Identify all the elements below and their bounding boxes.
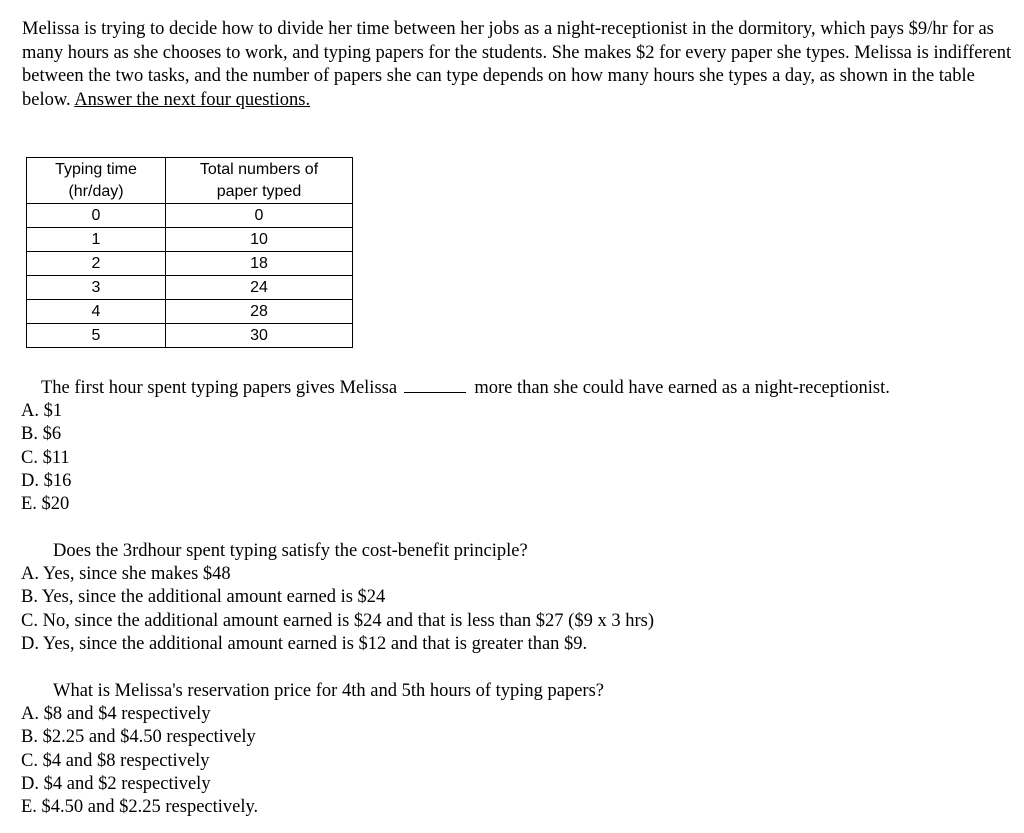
table-row [27,228,353,252]
table-header-row [27,158,353,204]
question-2-option-d[interactable]: D. Yes, since the additional amount earned is $12 and that is greater than $9. [21,633,588,654]
question-1-option-e[interactable]: E. $20 [21,494,70,515]
table-cell-papers: 18 [166,252,353,276]
answer-blank [404,378,466,393]
table-cell-papers: 0 [166,204,353,228]
typing-table [26,157,353,348]
question-1-stem-after: more than she could have earned as a night-receptionist. [474,378,890,398]
question-3-stem: What is Melissa's reservation price for 4th and 5th hours of typing papers? [53,681,604,701]
question-2-stem: Does the 3rdhour spent typing satisfy the cost-benefit principle? [53,541,528,561]
question-3-option-a[interactable]: A. $8 and $4 respectively [21,704,211,725]
table-cell-papers: 30 [166,324,353,348]
table-cell-papers: 10 [166,228,353,252]
table-header-typing-time: Typing time (hr/day) [27,158,166,204]
question-1-stem [21,377,1011,400]
table-cell-hours: 5 [27,324,166,348]
table-row [27,324,353,348]
table-cell-hours: 4 [27,300,166,324]
question-1-option-d[interactable]: D. $16 [21,470,72,491]
table-cell-hours: 0 [27,204,166,228]
table-row [27,252,353,276]
question-2-option-c[interactable]: C. No, since the additional amount earned is $24 and that is less than $27 ($9 x 3 hrs) [21,610,654,631]
question-1-option-a[interactable]: A. $1 [21,401,63,422]
question-3-option-e[interactable]: E. $4.50 and $2.25 respectively. [21,797,259,818]
table-cell-hours: 2 [27,252,166,276]
question-1-option-b[interactable]: B. $6 [21,424,62,445]
intro-text: Melissa is trying to decide how to divide her time between her jobs as a night-receptionist in the dormitory, which pays $9/hr for as many hours as she chooses to work, and typing papers for the students. She makes $2 for every paper she types. Melissa is indifferent between the two tasks, and the number of papers she can type depends on how many hours she types a day, as shown in the table below. [22,19,1012,110]
intro-paragraph [22,18,1012,112]
table-row [27,276,353,300]
question-1-option-c[interactable]: C. $11 [21,447,70,468]
table-cell-papers: 24 [166,276,353,300]
table-cell-hours: 1 [27,228,166,252]
table-row [27,204,353,228]
table-cell-hours: 3 [27,276,166,300]
question-3 [21,680,1011,819]
question-2 [21,540,1011,656]
table-row [27,300,353,324]
question-3-option-c[interactable]: C. $4 and $8 respectively [21,750,210,771]
question-2-option-b[interactable]: B. Yes, since the additional amount earned is $24 [21,587,386,608]
question-3-option-b[interactable]: B. $2.25 and $4.50 respectively [21,727,256,748]
table-header-papers-typed: Total numbers of paper typed [166,158,353,204]
question-3-option-d[interactable]: D. $4 and $2 respectively [21,773,211,794]
table-cell-papers: 28 [166,300,353,324]
question-2-option-a[interactable]: A. Yes, since she makes $48 [21,564,231,585]
question-1-stem-before: The first hour spent typing papers gives Melissa [41,378,398,398]
intro-instruction: Answer the next four questions. [74,89,311,110]
question-1 [21,377,1011,516]
